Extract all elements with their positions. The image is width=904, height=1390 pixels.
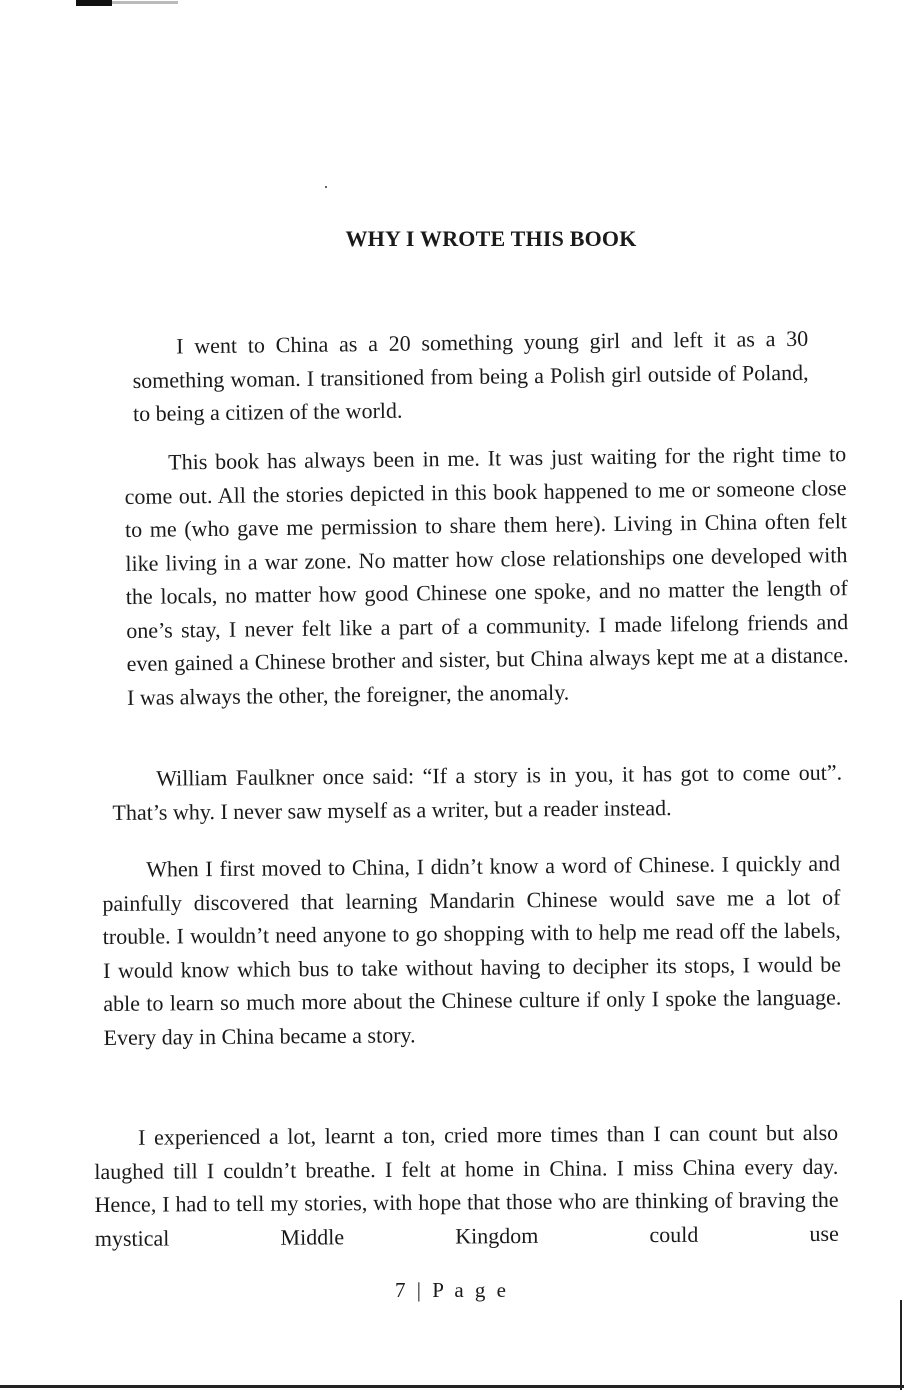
paragraph-3: William Faulkner once said: “If a story is in you, it has got to come out”. That’s why. I never saw myself as a writer, but a reader instead.	[112, 759, 843, 825]
chapter-title: WHY I WROTE THIS BOOK	[345, 226, 637, 251]
scan-edge-bottom	[0, 1385, 904, 1388]
paragraph-4: When I first moved to China, I didn’t know a word of Chinese. I quickly and painfully discovered that learning Mandarin Chinese would save me a lot of trouble. I wouldn’t need anyone to go shopping with to help me read off the labels, I would know which bus to take without having to decipher its stops, I would be able to learn so much more about the Chinese culture if only I spoke the language. Every day in China became a story.	[102, 850, 842, 1050]
paragraph-5: I experienced a lot, learnt a ton, cried more times than I can count but also laughed till I couldn’t breathe. I felt at home in China. I miss China every day. Hence, I had to tell my stories, with hope that those who are thinking of braving the mystical Middle Kingdom could use	[94, 1119, 839, 1251]
page-number: 7 | P a g e	[395, 1278, 509, 1302]
scan-speck	[325, 186, 327, 188]
scan-artifact-top-faint	[112, 1, 178, 4]
scan-artifact-top	[76, 0, 112, 6]
paragraph-1: I went to China as a 20 something young girl and left it as a 30 something woman. I transitioned from being a Polish girl outside of Poland, to being a citizen of the world.	[132, 325, 809, 426]
paragraph-2: This book has always been in me. It was just waiting for the right time to come out. All the stories depicted in this book happened to me or someone close to me (who gave me permission to share them here). Living in China often felt like living in a war zone. No matter how close relationships one developed with the locals, no matter how good Chinese one spoke, and no matter the length of one’s stay, I never felt like a part of a community. I made lifelong friends and even gained a Chinese brother and sister, but China always kept me at a distance. I was always the other, the foreigner, the anomaly.	[124, 441, 849, 710]
scan-edge-right	[900, 1300, 902, 1390]
